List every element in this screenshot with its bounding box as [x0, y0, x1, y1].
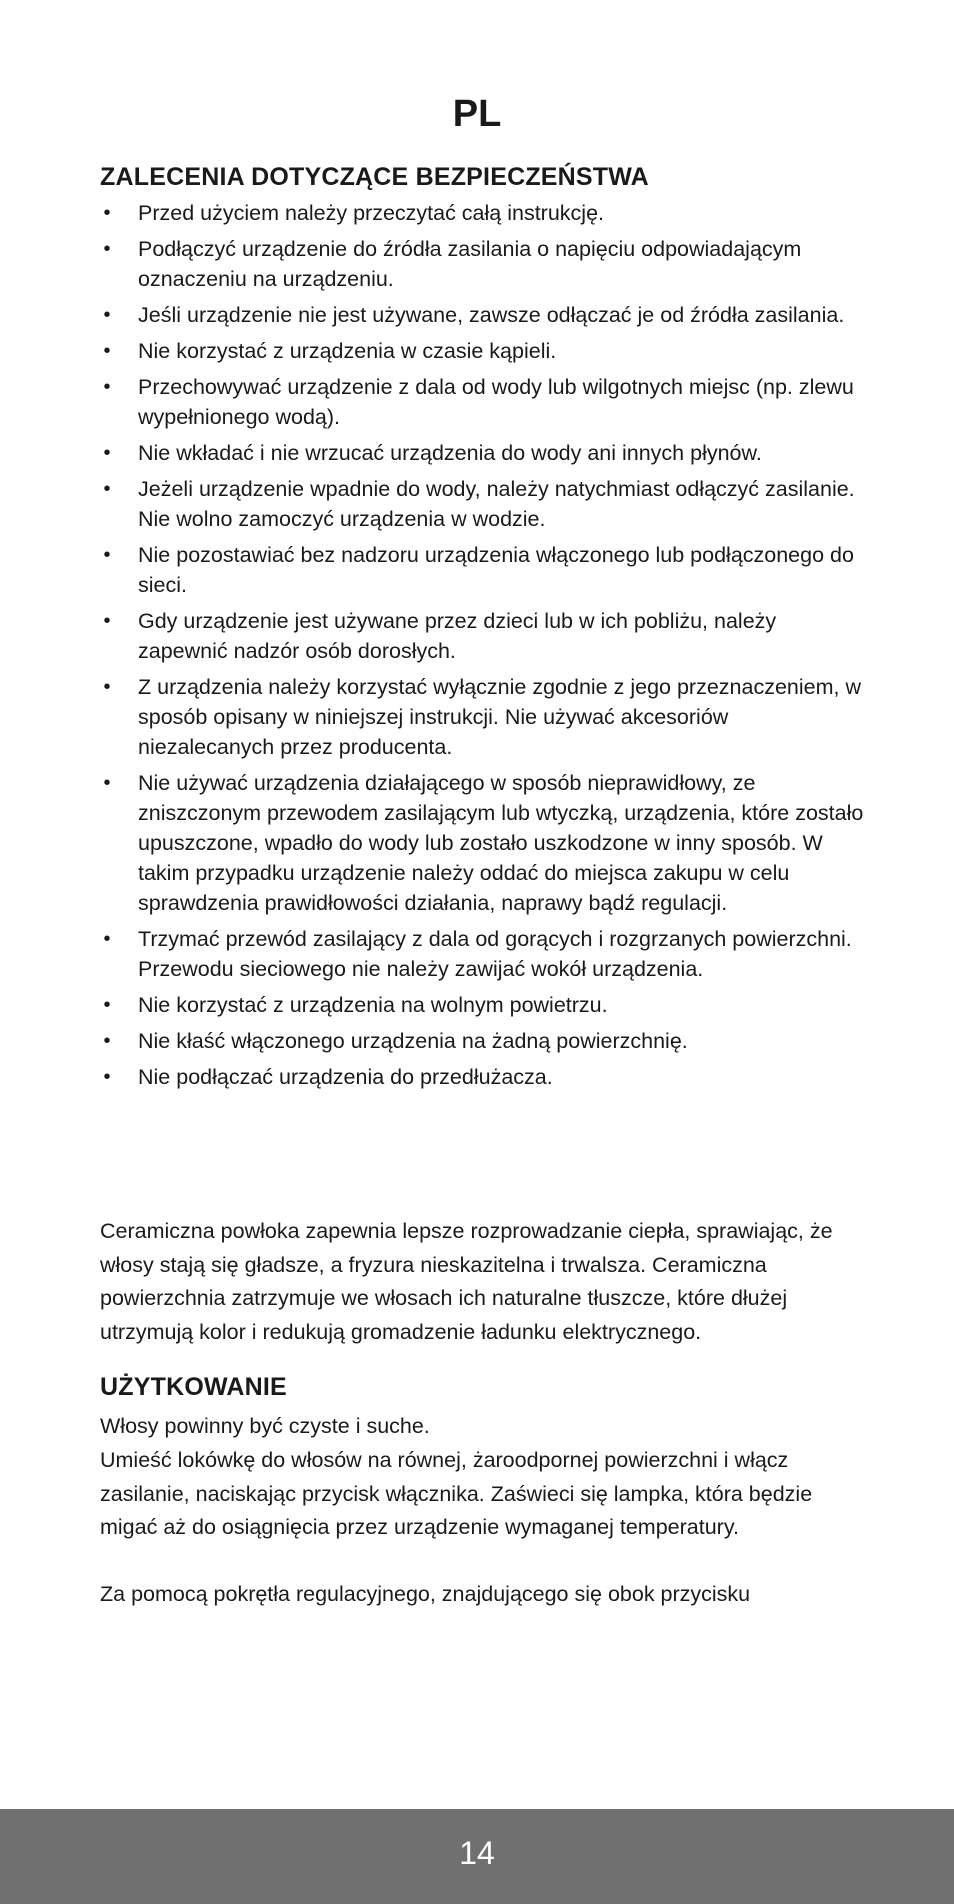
language-code: PL: [452, 93, 502, 135]
bullet-icon: •: [103, 340, 111, 362]
safety-item-text: Trzymać przewód zasilający z dala od gorących i rozgrzanych powierzchni. Przewodu sieciowego nie należy zawijać wokół urządzenia.: [138, 927, 852, 981]
usage-paragraph-3: Za pomocą pokrętła regulacyjnego, znajdującego się obok przycisku: [100, 1582, 751, 1606]
bullet-icon: •: [103, 544, 111, 566]
bullet-icon: •: [103, 676, 111, 698]
bullet-icon: •: [103, 610, 111, 632]
usage-section-title: UŻYTKOWANIE: [100, 1373, 287, 1401]
safety-item-text: Przechowywać urządzenie z dala od wody lub wilgotnych miejsc (np. zlewu wypełnionego wodą).: [138, 375, 854, 429]
bullet-icon: •: [103, 478, 111, 500]
safety-list-item: [100, 540, 870, 600]
safety-item-text: Przed użyciem należy przeczytać całą instrukcję.: [138, 201, 605, 225]
safety-item-text: Nie podłączać urządzenia do przedłużacza.: [138, 1065, 553, 1089]
bullet-icon: •: [103, 376, 111, 398]
bullet-icon: •: [103, 238, 111, 260]
usage-paragraph-1: Włosy powinny być czyste i suche.: [100, 1414, 430, 1438]
safety-list-item: [100, 1026, 870, 1056]
safety-list-item: [100, 198, 870, 228]
safety-item-text: Nie kłaść włączonego urządzenia na żadną powierzchnię.: [138, 1029, 688, 1053]
ceramic-coating-paragraph: Ceramiczna powłoka zapewnia lepsze rozprowadzanie ciepła, sprawiając, że włosy stają się gładsze, a fryzura nieskazitelna i trwalsza. Ceramiczna powierzchnia zatrzymuje we włosach ich naturalne tłuszcze, które dłużej utrzymują kolor i redukują gromadzenie ładunku elektrycznego.: [100, 1219, 833, 1344]
safety-item-text: Jeżeli urządzenie wpadnie do wody, należy natychmiast odłączyć zasilanie. Nie wolno zamoczyć urządzenia w wodzie.: [138, 477, 855, 531]
bullet-icon: •: [103, 1030, 111, 1052]
bullet-icon: •: [103, 442, 111, 464]
safety-list-item: [100, 924, 870, 984]
page-footer: [0, 1809, 954, 1904]
safety-item-text: Nie korzystać z urządzenia na wolnym powietrzu.: [138, 993, 608, 1017]
safety-list-item: [100, 438, 870, 468]
bullet-icon: •: [103, 304, 111, 326]
safety-list-item: [100, 606, 870, 666]
safety-list-item: [100, 990, 870, 1020]
page-number: 14: [459, 1835, 495, 1871]
safety-list-item: [100, 372, 870, 432]
bullet-icon: •: [103, 928, 111, 950]
bullet-icon: •: [103, 1066, 111, 1088]
safety-item-text: Nie wkładać i nie wrzucać urządzenia do wody ani innych płynów.: [138, 441, 762, 465]
safety-item-text: Nie używać urządzenia działającego w sposób nieprawidłowy, ze zniszczonym przewodem zasilającym lub wtyczką, urządzenia, które zostało upuszczone, wpadło do wody lub zostało uszkodzone w inny sposób. W takim przypadku urządzenie należy oddać do miejsca zakupu w celu sprawdzenia prawidłowości działania, naprawy bądź regulacji.: [138, 771, 864, 915]
safety-list-item: [100, 1062, 870, 1092]
safety-item-text: Nie pozostawiać bez nadzoru urządzenia włączonego lub podłączonego do sieci.: [138, 543, 854, 597]
safety-item-text: Z urządzenia należy korzystać wyłącznie zgodnie z jego przeznaczeniem, w sposób opisany w niniejszej instrukcji. Nie używać akcesoriów niezalecanych przez producenta.: [138, 675, 861, 759]
safety-list: [100, 198, 870, 1098]
safety-list-item: [100, 234, 870, 294]
safety-item-text: Podłączyć urządzenie do źródła zasilania o napięciu odpowiadającym oznaczeniu na urządzeniu.: [138, 237, 802, 291]
safety-item-text: Gdy urządzenie jest używane przez dzieci lub w ich pobliżu, należy zapewnić nadzór osób dorosłych.: [138, 609, 777, 663]
safety-list-item: [100, 474, 870, 534]
usage-paragraph-2: Umieść lokówkę do włosów na równej, żaroodpornej powierzchni i włącz zasilanie, naciskając przycisk włącznika. Zaświeci się lampka, która będzie migać aż do osiągnięcia przez urządzenie wymaganej temperatury.: [100, 1448, 813, 1539]
safety-item-text: Jeśli urządzenie nie jest używane, zawsze odłączać je od źródła zasilania.: [138, 303, 845, 327]
safety-section-title: ZALECENIA DOTYCZĄCE BEZPIECZEŃSTWA: [100, 163, 649, 191]
safety-list-item: [100, 768, 870, 918]
safety-list-item: [100, 300, 870, 330]
safety-item-text: Nie korzystać z urządzenia w czasie kąpieli.: [138, 339, 557, 363]
bullet-icon: •: [103, 772, 111, 794]
safety-list-item: [100, 336, 870, 366]
bullet-icon: •: [103, 202, 111, 224]
bullet-icon: •: [103, 994, 111, 1016]
safety-list-item: [100, 672, 870, 762]
